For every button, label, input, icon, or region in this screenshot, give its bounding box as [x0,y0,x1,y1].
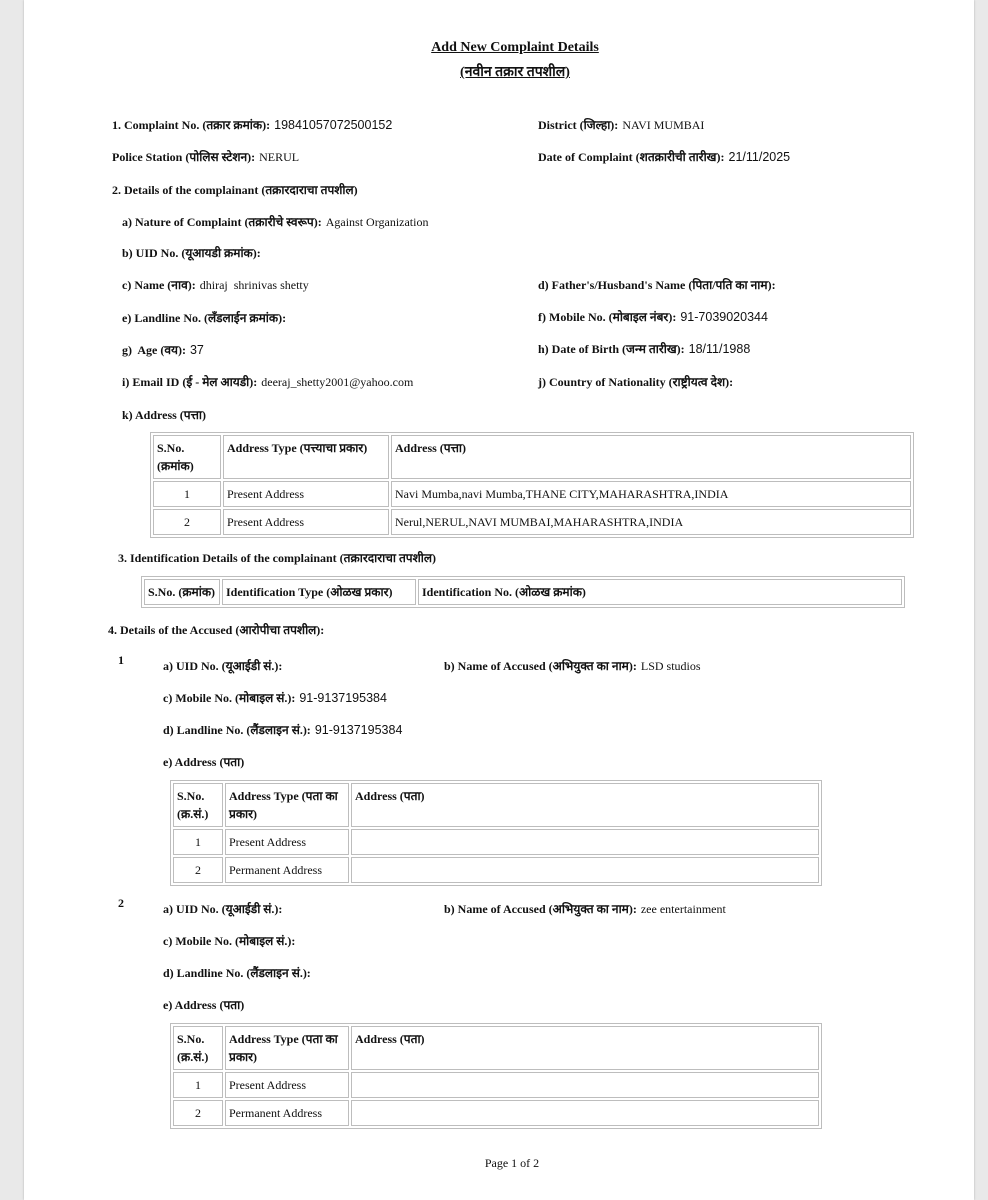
table-cell: 1 [173,829,223,855]
column-header: Identification Type (ओळख प्रकार) [222,579,416,605]
table-header-row [153,435,911,479]
accused-number: 2 [118,896,124,910]
table-cell: Navi Mumba,navi Mumba,THANE CITY,MAHARASHTRA,INDIA [391,481,911,507]
accused-name-label: b) Name of Accused (अभियुक्त का नाम): [444,659,637,673]
dob-row [538,340,750,358]
accused-name-value: LSD studios [640,659,701,673]
table-row [153,509,911,535]
table-cell: Nerul,NERUL,NAVI MUMBAI,MAHARASHTRA,INDIA [391,509,911,535]
identification-heading: 3. Identification Details of the complainant (तक्रारदाराचा तपशील) [118,551,437,565]
mobile-label: f) Mobile No. (मोबाइल नंबर): [538,310,677,324]
accused-mobile-label: c) Mobile No. (मोबाइल सं.): [163,691,296,705]
table-row [153,481,911,507]
column-header: Address Type (पता का प्रकार) [225,1026,349,1070]
complainant-address-table [150,432,914,538]
complainant-uid-label: b) UID No. (यूआयडी क्रमांक): [122,246,261,260]
age-label: g) Age (वय): [122,343,186,357]
district-row [538,116,704,134]
column-header: Address Type (पता का प्रकार) [225,783,349,827]
accused-mobile-row [163,689,387,707]
table-cell: Present Address [223,509,389,535]
identification-table [141,576,905,608]
email-label: i) Email ID (ई - मेल आयडी): [122,375,258,389]
accused-name-value: zee entertainment [640,902,726,916]
document-title-marathi: (नवीन तक्रार तपशील) [460,65,570,80]
accused-address-label: e) Address (पता) [163,998,245,1012]
column-header: Address (पता) [351,783,819,827]
table-cell: Permanent Address [225,1100,349,1126]
table-row [173,857,819,883]
accused-mobile-row [163,932,295,950]
date-of-complaint-label: Date of Complaint (शतक्रारीची तारीख): [538,150,725,164]
table-header-row [144,579,902,605]
accused-heading: 4. Details of the Accused (आरोपीचा तपशील): [108,623,325,637]
dob-value: 18/11/1988 [688,342,751,356]
accused-uid-label: a) UID No. (यूआईडी सं.): [163,659,283,673]
complaint-no-row [112,116,392,134]
complainant-heading: 2. Details of the complainant (तक्रारदाराचा तपशील) [112,183,358,197]
table-header-row [173,1026,819,1070]
email-value: deeraj_shetty2001@yahoo.com [261,375,414,389]
district-value: NAVI MUMBAI [622,118,705,132]
mobile-value: 91-7039020344 [680,310,768,324]
age-row [122,341,204,359]
age-value: 37 [189,343,204,357]
column-header: S.No. (क्रमांक) [153,435,221,479]
nature-row [122,213,428,231]
accused-address-table [170,780,822,886]
table-cell: 1 [153,481,221,507]
column-header: S.No. (क्र.सं.) [173,1026,223,1070]
accused-number: 1 [118,653,124,667]
complainant-address-label: k) Address (पत्ता) [122,408,207,422]
column-header: Address (पत्ता) [391,435,911,479]
dob-label: h) Date of Birth (जन्म तारीख): [538,342,685,356]
date-of-complaint-row [538,148,790,166]
complaint-no-value: 19841057072500152 [274,118,393,132]
column-header: S.No. (क्रमांक) [144,579,220,605]
district-label: District (जिल्हा): [538,118,619,132]
email-row [122,373,413,391]
nature-value: Against Organization [325,215,429,229]
table-cell: Present Address [223,481,389,507]
accused-mobile-label: c) Mobile No. (मोबाइल सं.): [163,934,296,948]
accused-uid-label: a) UID No. (यूआईडी सं.): [163,902,283,916]
name-row [122,276,309,294]
table-cell: Permanent Address [225,857,349,883]
accused-landline-row [163,721,402,739]
column-header: S.No. (क्र.सं.) [173,783,223,827]
name-value: dhiraj shrinivas shetty [199,278,309,292]
accused-name-row [444,900,726,918]
date-of-complaint-value: 21/11/2025 [728,150,791,164]
accused-name-row [444,657,701,675]
accused-landline-label: d) Landline No. (लैंडलाइन सं.): [163,723,311,737]
accused-landline-row [163,964,311,982]
table-cell: 2 [153,509,221,535]
accused-address-table [170,1023,822,1129]
police-station-value: NERUL [259,150,300,164]
accused-landline-label: d) Landline No. (लैंडलाइन सं.): [163,966,311,980]
police-station-label: Police Station (पोलिस स्टेशन): [112,150,256,164]
nature-label: a) Nature of Complaint (तक्रारीचे स्वरूप): [122,215,322,229]
table-cell: Present Address [225,829,349,855]
table-row [173,1100,819,1126]
complaint-no-label: 1. Complaint No. (तक्रार क्रमांक): [112,118,271,132]
name-label: c) Name (नाव): [122,278,196,292]
country-label: j) Country of Nationality (राष्ट्रीयत्व देश): [538,375,734,389]
accused-name-label: b) Name of Accused (अभियुक्त का नाम): [444,902,637,916]
table-cell [351,829,819,855]
accused-landline-value: 91-9137195384 [314,723,403,737]
table-row [173,829,819,855]
table-cell: Present Address [225,1072,349,1098]
page-number: Page 1 of 2 [484,1156,540,1170]
column-header: Address (पता) [351,1026,819,1070]
table-cell: 2 [173,857,223,883]
table-cell [351,1100,819,1126]
landline-label: e) Landline No. (लँडलाईन क्रमांक): [122,311,287,325]
document-title: Add New Complaint Details [431,40,599,55]
accused-mobile-value: 91-9137195384 [299,691,387,705]
mobile-row [538,308,768,326]
column-header: Identification No. (ओळख क्रमांक) [418,579,902,605]
table-row [173,1072,819,1098]
table-cell [351,857,819,883]
accused-address-label: e) Address (पता) [163,755,245,769]
table-cell: 1 [173,1072,223,1098]
column-header: Address Type (पत्त्याचा प्रकार) [223,435,389,479]
table-cell: 2 [173,1100,223,1126]
table-header-row [173,783,819,827]
table-cell [351,1072,819,1098]
police-station-row [112,148,299,166]
father-name-label: d) Father's/Husband's Name (पिता/पति का नाम): [538,278,776,292]
